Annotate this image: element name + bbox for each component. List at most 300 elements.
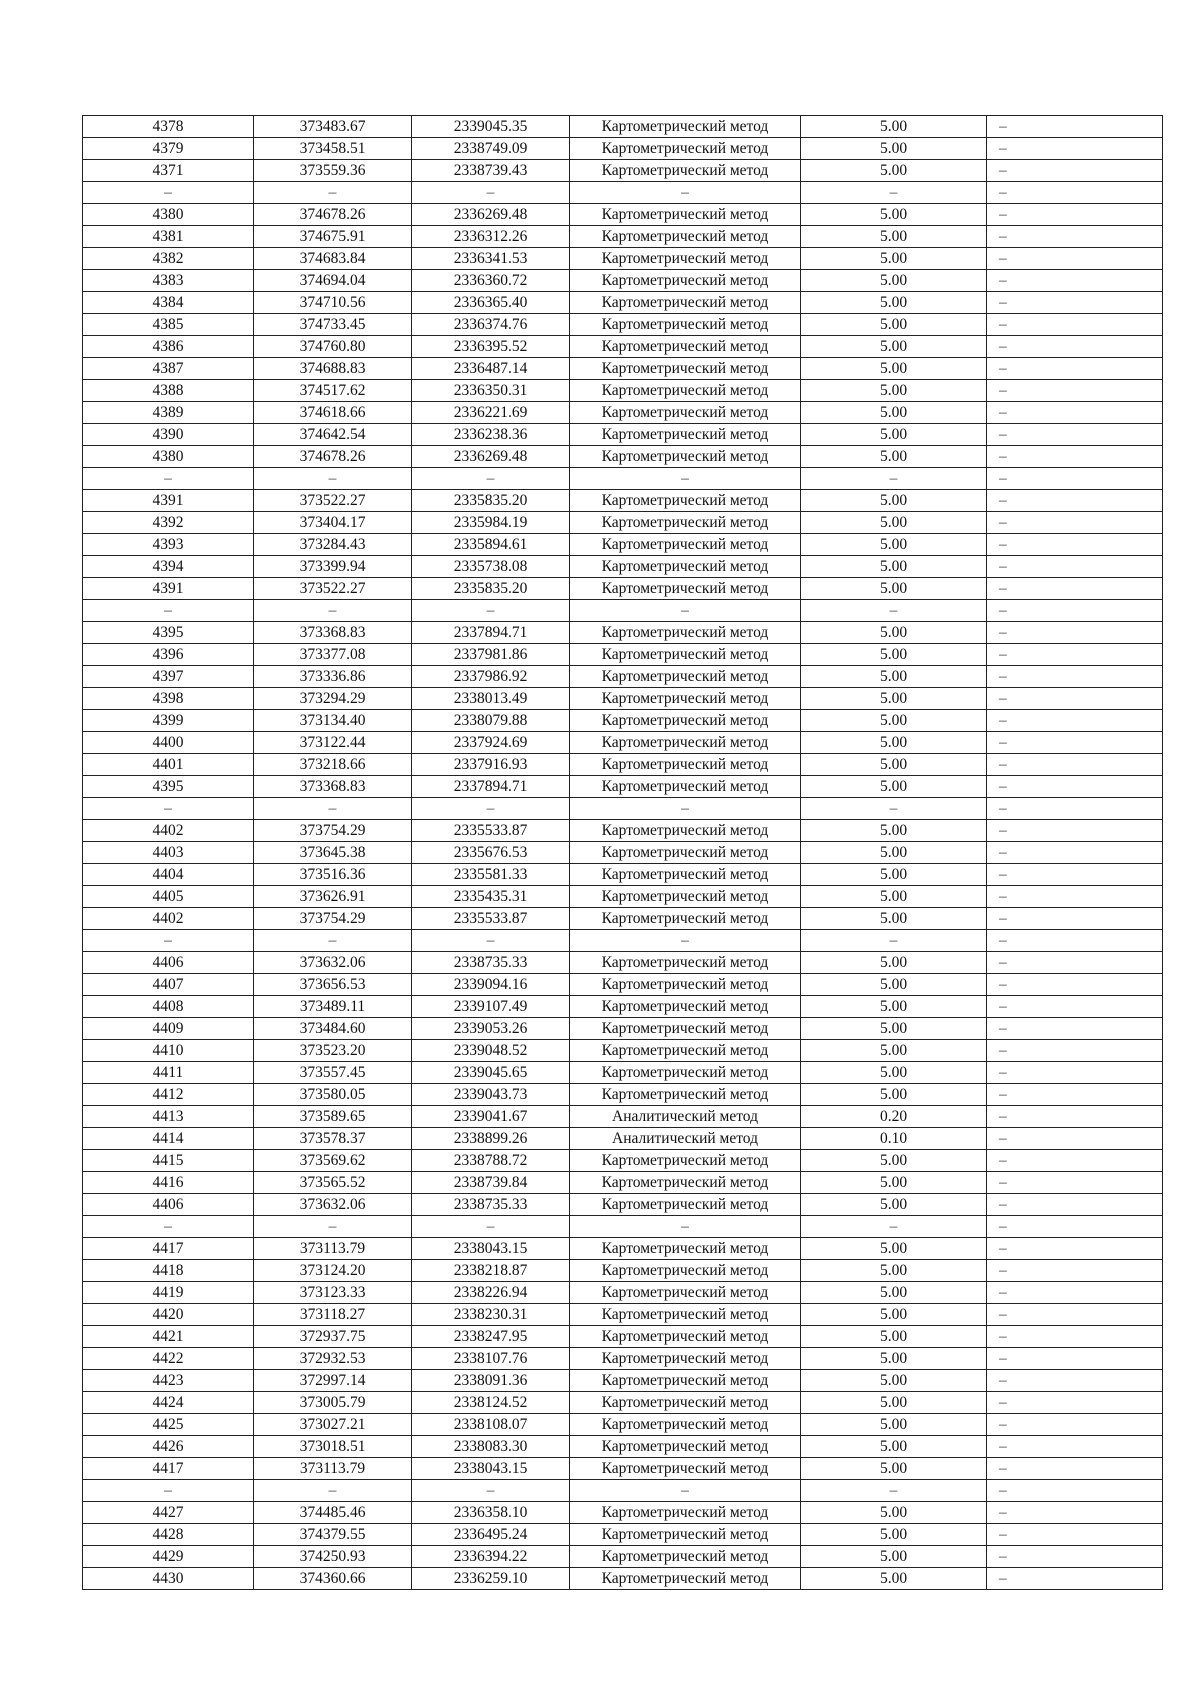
note-cell: – <box>987 578 1163 600</box>
accuracy-cell: 5.00 <box>801 1348 987 1370</box>
y-coordinate-cell: 2336269.48 <box>412 204 570 226</box>
method-cell: Картометрический метод <box>570 1282 801 1304</box>
note-cell: – <box>987 380 1163 402</box>
note-cell: – <box>987 644 1163 666</box>
method-cell: Картометрический метод <box>570 270 801 292</box>
table-row <box>83 688 1163 710</box>
table-row <box>83 1370 1163 1392</box>
note-cell: – <box>987 886 1163 908</box>
method-cell: Картометрический метод <box>570 578 801 600</box>
x-coordinate-cell: 373559.36 <box>254 160 412 182</box>
table-row <box>83 446 1163 468</box>
y-coordinate-cell: 2337986.92 <box>412 666 570 688</box>
y-coordinate-cell: 2338788.72 <box>412 1150 570 1172</box>
accuracy-cell: 5.00 <box>801 336 987 358</box>
x-coordinate-cell: 373113.79 <box>254 1238 412 1260</box>
point-number-cell: 4407 <box>83 974 254 996</box>
method-cell: Картометрический метод <box>570 314 801 336</box>
x-coordinate-cell: – <box>254 798 412 820</box>
table-row <box>83 292 1163 314</box>
method-cell: Картометрический метод <box>570 446 801 468</box>
note-cell: – <box>987 314 1163 336</box>
coordinates-table-body <box>83 116 1163 1590</box>
note-cell: – <box>987 952 1163 974</box>
note-cell: – <box>987 732 1163 754</box>
y-coordinate-cell: – <box>412 182 570 204</box>
y-coordinate-cell: 2338043.15 <box>412 1238 570 1260</box>
method-cell: Картометрический метод <box>570 116 801 138</box>
y-coordinate-cell: 2336350.31 <box>412 380 570 402</box>
x-coordinate-cell: 373294.29 <box>254 688 412 710</box>
y-coordinate-cell: – <box>412 468 570 490</box>
accuracy-cell: 5.00 <box>801 314 987 336</box>
method-cell: Картометрический метод <box>570 1260 801 1282</box>
table-row <box>83 1524 1163 1546</box>
point-number-cell: 4430 <box>83 1568 254 1590</box>
table-row <box>83 1018 1163 1040</box>
accuracy-cell: 5.00 <box>801 578 987 600</box>
table-row <box>83 1326 1163 1348</box>
note-cell: – <box>987 1040 1163 1062</box>
y-coordinate-cell: 2338083.30 <box>412 1436 570 1458</box>
point-number-cell: 4392 <box>83 512 254 534</box>
y-coordinate-cell: 2338043.15 <box>412 1458 570 1480</box>
method-cell: Картометрический метод <box>570 1546 801 1568</box>
method-cell: Картометрический метод <box>570 864 801 886</box>
point-number-cell: 4410 <box>83 1040 254 1062</box>
method-cell: Картометрический метод <box>570 512 801 534</box>
method-cell: Картометрический метод <box>570 1458 801 1480</box>
method-cell: Картометрический метод <box>570 336 801 358</box>
method-cell: Картометрический метод <box>570 1326 801 1348</box>
accuracy-cell: 5.00 <box>801 710 987 732</box>
table-row <box>83 248 1163 270</box>
x-coordinate-cell: 374360.66 <box>254 1568 412 1590</box>
y-coordinate-cell: 2335676.53 <box>412 842 570 864</box>
table-row <box>83 1238 1163 1260</box>
note-cell: – <box>987 1018 1163 1040</box>
x-coordinate-cell: 374733.45 <box>254 314 412 336</box>
point-number-cell: 4416 <box>83 1172 254 1194</box>
table-row <box>83 1106 1163 1128</box>
separator-row <box>83 600 1163 622</box>
accuracy-cell: 5.00 <box>801 226 987 248</box>
table-row <box>83 864 1163 886</box>
y-coordinate-cell: 2336269.48 <box>412 446 570 468</box>
point-number-cell: 4401 <box>83 754 254 776</box>
point-number-cell: – <box>83 798 254 820</box>
point-number-cell: 4409 <box>83 1018 254 1040</box>
method-cell: Картометрический метод <box>570 248 801 270</box>
note-cell: – <box>987 512 1163 534</box>
table-row <box>83 336 1163 358</box>
note-cell: – <box>987 688 1163 710</box>
table-row <box>83 1282 1163 1304</box>
x-coordinate-cell: 373122.44 <box>254 732 412 754</box>
x-coordinate-cell: 373284.43 <box>254 534 412 556</box>
accuracy-cell: – <box>801 798 987 820</box>
note-cell: – <box>987 1084 1163 1106</box>
table-row <box>83 754 1163 776</box>
method-cell: Картометрический метод <box>570 886 801 908</box>
y-coordinate-cell: – <box>412 600 570 622</box>
note-cell: – <box>987 534 1163 556</box>
accuracy-cell: 5.00 <box>801 1568 987 1590</box>
x-coordinate-cell: 374618.66 <box>254 402 412 424</box>
note-cell: – <box>987 1216 1163 1238</box>
point-number-cell: 4402 <box>83 820 254 842</box>
point-number-cell: 4385 <box>83 314 254 336</box>
separator-row <box>83 798 1163 820</box>
table-row <box>83 1172 1163 1194</box>
method-cell: Картометрический метод <box>570 1062 801 1084</box>
method-cell: Картометрический метод <box>570 380 801 402</box>
method-cell: Картометрический метод <box>570 644 801 666</box>
x-coordinate-cell: 372932.53 <box>254 1348 412 1370</box>
separator-row <box>83 1480 1163 1502</box>
x-coordinate-cell: 373399.94 <box>254 556 412 578</box>
point-number-cell: 4391 <box>83 578 254 600</box>
x-coordinate-cell: 373580.05 <box>254 1084 412 1106</box>
x-coordinate-cell: 373569.62 <box>254 1150 412 1172</box>
point-number-cell: 4406 <box>83 952 254 974</box>
separator-row <box>83 930 1163 952</box>
x-coordinate-cell: – <box>254 182 412 204</box>
x-coordinate-cell: 373565.52 <box>254 1172 412 1194</box>
y-coordinate-cell: 2336394.22 <box>412 1546 570 1568</box>
point-number-cell: 4403 <box>83 842 254 864</box>
accuracy-cell: 5.00 <box>801 1018 987 1040</box>
x-coordinate-cell: 373522.27 <box>254 578 412 600</box>
accuracy-cell: 5.00 <box>801 402 987 424</box>
table-row <box>83 1436 1163 1458</box>
note-cell: – <box>987 138 1163 160</box>
note-cell: – <box>987 182 1163 204</box>
table-row <box>83 380 1163 402</box>
x-coordinate-cell: 372997.14 <box>254 1370 412 1392</box>
y-coordinate-cell: 2338091.36 <box>412 1370 570 1392</box>
x-coordinate-cell: 373578.37 <box>254 1128 412 1150</box>
method-cell: Картометрический метод <box>570 1040 801 1062</box>
method-cell: Картометрический метод <box>570 556 801 578</box>
y-coordinate-cell: 2337894.71 <box>412 776 570 798</box>
note-cell: – <box>987 842 1163 864</box>
y-coordinate-cell: 2336487.14 <box>412 358 570 380</box>
accuracy-cell: 0.20 <box>801 1106 987 1128</box>
x-coordinate-cell: – <box>254 600 412 622</box>
accuracy-cell: – <box>801 468 987 490</box>
accuracy-cell: 5.00 <box>801 666 987 688</box>
point-number-cell: 4424 <box>83 1392 254 1414</box>
y-coordinate-cell: 2338218.87 <box>412 1260 570 1282</box>
table-row <box>83 1348 1163 1370</box>
point-number-cell: 4397 <box>83 666 254 688</box>
table-row <box>83 908 1163 930</box>
accuracy-cell: 5.00 <box>801 1260 987 1282</box>
accuracy-cell: 5.00 <box>801 908 987 930</box>
note-cell: – <box>987 622 1163 644</box>
note-cell: – <box>987 270 1163 292</box>
x-coordinate-cell: – <box>254 1216 412 1238</box>
x-coordinate-cell: 373626.91 <box>254 886 412 908</box>
x-coordinate-cell: 373134.40 <box>254 710 412 732</box>
table-row <box>83 666 1163 688</box>
accuracy-cell: 5.00 <box>801 1458 987 1480</box>
accuracy-cell: 5.00 <box>801 754 987 776</box>
accuracy-cell: 5.00 <box>801 1502 987 1524</box>
y-coordinate-cell: 2338749.09 <box>412 138 570 160</box>
table-row <box>83 952 1163 974</box>
method-cell: – <box>570 1480 801 1502</box>
y-coordinate-cell: 2335435.31 <box>412 886 570 908</box>
y-coordinate-cell: 2338735.33 <box>412 1194 570 1216</box>
table-row <box>83 160 1163 182</box>
y-coordinate-cell: 2336374.76 <box>412 314 570 336</box>
x-coordinate-cell: 374250.93 <box>254 1546 412 1568</box>
table-row <box>83 1458 1163 1480</box>
method-cell: Картометрический метод <box>570 1502 801 1524</box>
note-cell: – <box>987 908 1163 930</box>
x-coordinate-cell: 373489.11 <box>254 996 412 1018</box>
method-cell: Картометрический метод <box>570 138 801 160</box>
y-coordinate-cell: 2338899.26 <box>412 1128 570 1150</box>
point-number-cell: – <box>83 1480 254 1502</box>
point-number-cell: 4387 <box>83 358 254 380</box>
method-cell: – <box>570 798 801 820</box>
point-number-cell: 4388 <box>83 380 254 402</box>
method-cell: Картометрический метод <box>570 402 801 424</box>
point-number-cell: 4383 <box>83 270 254 292</box>
table-row <box>83 1084 1163 1106</box>
table-row <box>83 116 1163 138</box>
method-cell: Аналитический метод <box>570 1128 801 1150</box>
accuracy-cell: 5.00 <box>801 864 987 886</box>
y-coordinate-cell: 2339094.16 <box>412 974 570 996</box>
point-number-cell: 4400 <box>83 732 254 754</box>
note-cell: – <box>987 1194 1163 1216</box>
note-cell: – <box>987 798 1163 820</box>
table-row <box>83 534 1163 556</box>
note-cell: – <box>987 1546 1163 1568</box>
note-cell: – <box>987 1524 1163 1546</box>
table-row <box>83 556 1163 578</box>
y-coordinate-cell: 2337981.86 <box>412 644 570 666</box>
note-cell: – <box>987 1414 1163 1436</box>
y-coordinate-cell: 2338108.07 <box>412 1414 570 1436</box>
note-cell: – <box>987 1502 1163 1524</box>
table-row <box>83 314 1163 336</box>
x-coordinate-cell: – <box>254 1480 412 1502</box>
table-row <box>83 996 1163 1018</box>
point-number-cell: 4421 <box>83 1326 254 1348</box>
note-cell: – <box>987 292 1163 314</box>
y-coordinate-cell: 2338107.76 <box>412 1348 570 1370</box>
x-coordinate-cell: 374678.26 <box>254 446 412 468</box>
note-cell: – <box>987 1106 1163 1128</box>
coordinates-table <box>82 115 1163 1590</box>
accuracy-cell: 5.00 <box>801 974 987 996</box>
note-cell: – <box>987 160 1163 182</box>
point-number-cell: 4419 <box>83 1282 254 1304</box>
note-cell: – <box>987 1062 1163 1084</box>
point-number-cell: 4411 <box>83 1062 254 1084</box>
accuracy-cell: 5.00 <box>801 1084 987 1106</box>
note-cell: – <box>987 204 1163 226</box>
y-coordinate-cell: 2335533.87 <box>412 908 570 930</box>
note-cell: – <box>987 930 1163 952</box>
note-cell: – <box>987 358 1163 380</box>
x-coordinate-cell: 374485.46 <box>254 1502 412 1524</box>
accuracy-cell: 5.00 <box>801 446 987 468</box>
x-coordinate-cell: 373557.45 <box>254 1062 412 1084</box>
accuracy-cell: 5.00 <box>801 776 987 798</box>
x-coordinate-cell: 374379.55 <box>254 1524 412 1546</box>
separator-row <box>83 468 1163 490</box>
x-coordinate-cell: 374688.83 <box>254 358 412 380</box>
table-row <box>83 1150 1163 1172</box>
y-coordinate-cell: 2338079.88 <box>412 710 570 732</box>
method-cell: Картометрический метод <box>570 226 801 248</box>
table-row <box>83 1546 1163 1568</box>
method-cell: – <box>570 600 801 622</box>
x-coordinate-cell: 373754.29 <box>254 820 412 842</box>
point-number-cell: 4381 <box>83 226 254 248</box>
accuracy-cell: 5.00 <box>801 1150 987 1172</box>
accuracy-cell: 5.00 <box>801 138 987 160</box>
method-cell: – <box>570 1216 801 1238</box>
x-coordinate-cell: – <box>254 930 412 952</box>
y-coordinate-cell: 2335835.20 <box>412 490 570 512</box>
note-cell: – <box>987 490 1163 512</box>
method-cell: Картометрический метод <box>570 1018 801 1040</box>
point-number-cell: 4420 <box>83 1304 254 1326</box>
x-coordinate-cell: 373656.53 <box>254 974 412 996</box>
point-number-cell: 4422 <box>83 1348 254 1370</box>
x-coordinate-cell: 374517.62 <box>254 380 412 402</box>
table-row <box>83 1040 1163 1062</box>
note-cell: – <box>987 248 1163 270</box>
x-coordinate-cell: 373589.65 <box>254 1106 412 1128</box>
note-cell: – <box>987 1326 1163 1348</box>
accuracy-cell: 5.00 <box>801 622 987 644</box>
note-cell: – <box>987 556 1163 578</box>
y-coordinate-cell: 2337916.93 <box>412 754 570 776</box>
x-coordinate-cell: 374760.80 <box>254 336 412 358</box>
table-row <box>83 974 1163 996</box>
accuracy-cell: – <box>801 600 987 622</box>
x-coordinate-cell: 374675.91 <box>254 226 412 248</box>
point-number-cell: 4378 <box>83 116 254 138</box>
table-row <box>83 578 1163 600</box>
point-number-cell: 4429 <box>83 1546 254 1568</box>
method-cell: Картометрический метод <box>570 534 801 556</box>
x-coordinate-cell: 373218.66 <box>254 754 412 776</box>
accuracy-cell: – <box>801 1480 987 1502</box>
note-cell: – <box>987 1172 1163 1194</box>
note-cell: – <box>987 402 1163 424</box>
method-cell: Картометрический метод <box>570 1414 801 1436</box>
y-coordinate-cell: 2339045.65 <box>412 1062 570 1084</box>
table-row <box>83 710 1163 732</box>
y-coordinate-cell: 2338013.49 <box>412 688 570 710</box>
table-row <box>83 1392 1163 1414</box>
point-number-cell: 4418 <box>83 1260 254 1282</box>
y-coordinate-cell: 2337894.71 <box>412 622 570 644</box>
accuracy-cell: 5.00 <box>801 1172 987 1194</box>
accuracy-cell: 5.00 <box>801 842 987 864</box>
point-number-cell: 4408 <box>83 996 254 1018</box>
accuracy-cell: 5.00 <box>801 556 987 578</box>
note-cell: – <box>987 1238 1163 1260</box>
accuracy-cell: 0.10 <box>801 1128 987 1150</box>
y-coordinate-cell: 2336395.52 <box>412 336 570 358</box>
y-coordinate-cell: – <box>412 798 570 820</box>
point-number-cell: 4371 <box>83 160 254 182</box>
y-coordinate-cell: – <box>412 930 570 952</box>
method-cell: Картометрический метод <box>570 996 801 1018</box>
table-row <box>83 1414 1163 1436</box>
x-coordinate-cell: 373123.33 <box>254 1282 412 1304</box>
separator-row <box>83 182 1163 204</box>
x-coordinate-cell: 373523.20 <box>254 1040 412 1062</box>
accuracy-cell: 5.00 <box>801 1524 987 1546</box>
accuracy-cell: 5.00 <box>801 1304 987 1326</box>
note-cell: – <box>987 1370 1163 1392</box>
point-number-cell: – <box>83 600 254 622</box>
x-coordinate-cell: 373458.51 <box>254 138 412 160</box>
point-number-cell: 4426 <box>83 1436 254 1458</box>
accuracy-cell: 5.00 <box>801 1370 987 1392</box>
y-coordinate-cell: 2337924.69 <box>412 732 570 754</box>
point-number-cell: 4393 <box>83 534 254 556</box>
x-coordinate-cell: 373484.60 <box>254 1018 412 1040</box>
method-cell: Картометрический метод <box>570 952 801 974</box>
note-cell: – <box>987 1436 1163 1458</box>
y-coordinate-cell: 2335984.19 <box>412 512 570 534</box>
y-coordinate-cell: – <box>412 1216 570 1238</box>
x-coordinate-cell: 373118.27 <box>254 1304 412 1326</box>
accuracy-cell: 5.00 <box>801 1392 987 1414</box>
x-coordinate-cell: 372937.75 <box>254 1326 412 1348</box>
x-coordinate-cell: 373522.27 <box>254 490 412 512</box>
accuracy-cell: 5.00 <box>801 952 987 974</box>
point-number-cell: 4399 <box>83 710 254 732</box>
method-cell: – <box>570 468 801 490</box>
point-number-cell: 4425 <box>83 1414 254 1436</box>
accuracy-cell: 5.00 <box>801 270 987 292</box>
accuracy-cell: 5.00 <box>801 534 987 556</box>
note-cell: – <box>987 974 1163 996</box>
table-row <box>83 820 1163 842</box>
method-cell: Картометрический метод <box>570 754 801 776</box>
x-coordinate-cell: 373483.67 <box>254 116 412 138</box>
point-number-cell: 4391 <box>83 490 254 512</box>
accuracy-cell: 5.00 <box>801 820 987 842</box>
point-number-cell: 4384 <box>83 292 254 314</box>
method-cell: Картометрический метод <box>570 1348 801 1370</box>
table-row <box>83 732 1163 754</box>
table-row <box>83 138 1163 160</box>
table-row <box>83 490 1163 512</box>
x-coordinate-cell: 373113.79 <box>254 1458 412 1480</box>
accuracy-cell: 5.00 <box>801 886 987 908</box>
note-cell: – <box>987 1568 1163 1590</box>
x-coordinate-cell: – <box>254 468 412 490</box>
method-cell: Картометрический метод <box>570 160 801 182</box>
note-cell: – <box>987 424 1163 446</box>
point-number-cell: 4395 <box>83 776 254 798</box>
accuracy-cell: 5.00 <box>801 380 987 402</box>
